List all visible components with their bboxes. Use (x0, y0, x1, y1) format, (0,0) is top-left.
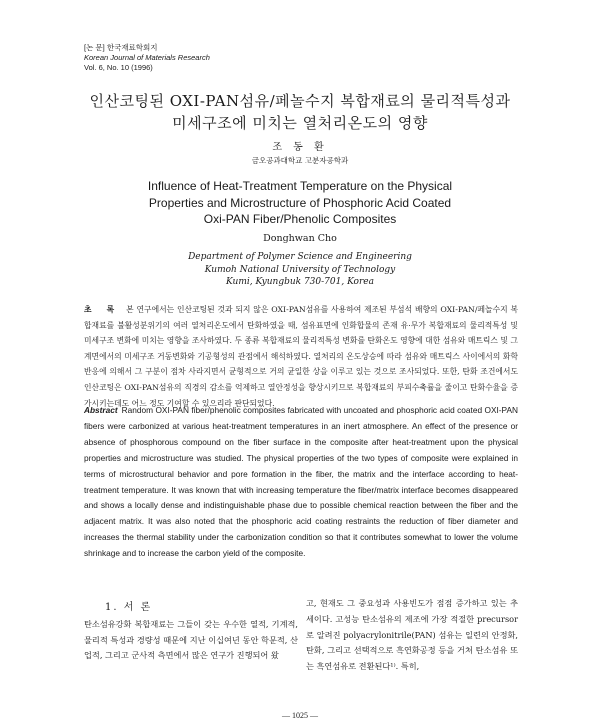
abstract-korean-label: 초 록 (84, 305, 121, 314)
title-korean-line2: 미세구조에 미치는 열처리온도의 영향 (172, 114, 428, 132)
journal-header-line3: Vol. 6, No. 10 (1996) (84, 63, 153, 72)
page-number: — 1025 — (282, 711, 318, 720)
abstract-english-text: Random OXI-PAN fiber/phenolic composites fabricated with uncoated and phosphoric acid coated OXI-PAN fibers were carbonized at various heat-treatment temperatures in an inert atmosphere. An effect of the presence or absence of phosphorous compound on the fiber surface in the composite after heat-treatment upon the physical properties and microstructure was studied. The physical properties of the two types of composite were explained in terms of microstructural behavior and pore formation in the fiber, the matrix and the interface according to heat-treatment temperature. It was known that with increasing temperature the fiber/matrix interface becomes disappeared and shows a locally dense and indistinguishable phase due to possible chemical reaction between the fiber and the adjacent matrix. It was also noted that the phosphoric acid coating restraints the reduction of fiber diameter and increases the thermal stability under the carbonization condition so that it contributes somewhat to lower the volume shrinkage and to increase the carbon yield of the composite. (84, 405, 518, 559)
title-english (0, 178, 600, 228)
abstract-korean (84, 302, 518, 411)
title-korean-line1: 인산코팅된 OXI-PAN섬유/페놀수지 복합재료의 물리적특성과 (89, 92, 511, 110)
affiliation-korean: 금오공과대학교 고분자공학과 (251, 156, 349, 165)
abstract-english (84, 403, 518, 562)
affiliation-english-line1: Department of Polymer Science and Engineering (188, 252, 412, 262)
title-english-line3: Oxi-PAN Fiber/Phenolic Composites (203, 212, 397, 226)
author-english: Donghwan Cho (263, 233, 337, 244)
section-heading-introduction: 1. 서 론 (105, 602, 153, 613)
affiliation-english (0, 251, 600, 289)
body-right-column: 고, 현재도 그 중요성과 사용빈도가 점점 증가하고 있는 추세이다. 고성능 탄소섬유의 제조에 가장 적절한 precursor로 알려진 polyacrylonitrile(PAN) 섬유는 일련의 안정화, 탄화, 그리고 선택적으로 흑연화공정 등을 거쳐 탄소섬유 또는 흑연섬유로 전환된다¹⁾. 특히, (306, 598, 518, 672)
affiliation-english-line2: Kumoh National University of Technology (204, 264, 396, 275)
affiliation-english-line3: Kumi, Kyungbuk 730-701, Korea (226, 277, 374, 287)
abstract-korean-text: 본 연구에서는 인산코팅된 것과 되지 않은 OXI-PAN섬유를 사용하여 제조된 부섬석 배향의 OXI-PAN/페놀수지 복합재료를 불활성분위기의 여러 열처리온도에서 탄화하였을 때, 섬유표면에 인화합물의 존재 유·무가 복합재료의 물리적특성 및 미세구조 변화에 미치는 영향을 조사하였다. 두 종류 복합재료의 물리적특성 변화를 탄화온도 영향에 대한 섬유와 매트릭스 및 그 계면에서의 미세구조 거동변화와 기공형성의 관점에서 해석하였다. 열처리의 온도상승에 따라 섬유와 매트릭스 사이에서의 화학반응에 의해서 그 구분이 점차 사라지면서 균형적으로 거의 균일한 상을 이루고 있는 것으로 조사되었다. 또한, 탄화 조건에서도 인산코팅은 OXI-PAN섬유의 직경의 감소를 억제하고 열안정성을 향상시키므로 복합재료의 부피수축률을 줄이고 탄화수율을 증가시키는데도 어느 정도 기여할 수 있으리라 판단되었다. (84, 305, 519, 408)
journal-header (84, 43, 210, 73)
author-korean: 조 동 환 (272, 142, 328, 153)
body-left-column: 탄소섬유강화 복합재료는 그들이 갖는 우수한 열적, 기계적, 물리적 특성과 경량성 때문에 지난 이십여년 동안 학문적, 산업적, 그리고 군사적 측면에서 많은 연구가 진행되어 왔 (84, 619, 298, 661)
journal-header-line2: Korean Journal of Materials Research (84, 53, 210, 62)
abstract-english-label: Abstract (84, 405, 118, 415)
title-english-line2: Properties and Microstructure of Phosphoric Acid Coated (148, 195, 452, 210)
title-korean (0, 90, 600, 134)
journal-header-line1: [논 문] 한국재료학회지 (84, 43, 158, 52)
title-english-line1: Influence of Heat-Treatment Temperature on the Physical (147, 179, 453, 193)
